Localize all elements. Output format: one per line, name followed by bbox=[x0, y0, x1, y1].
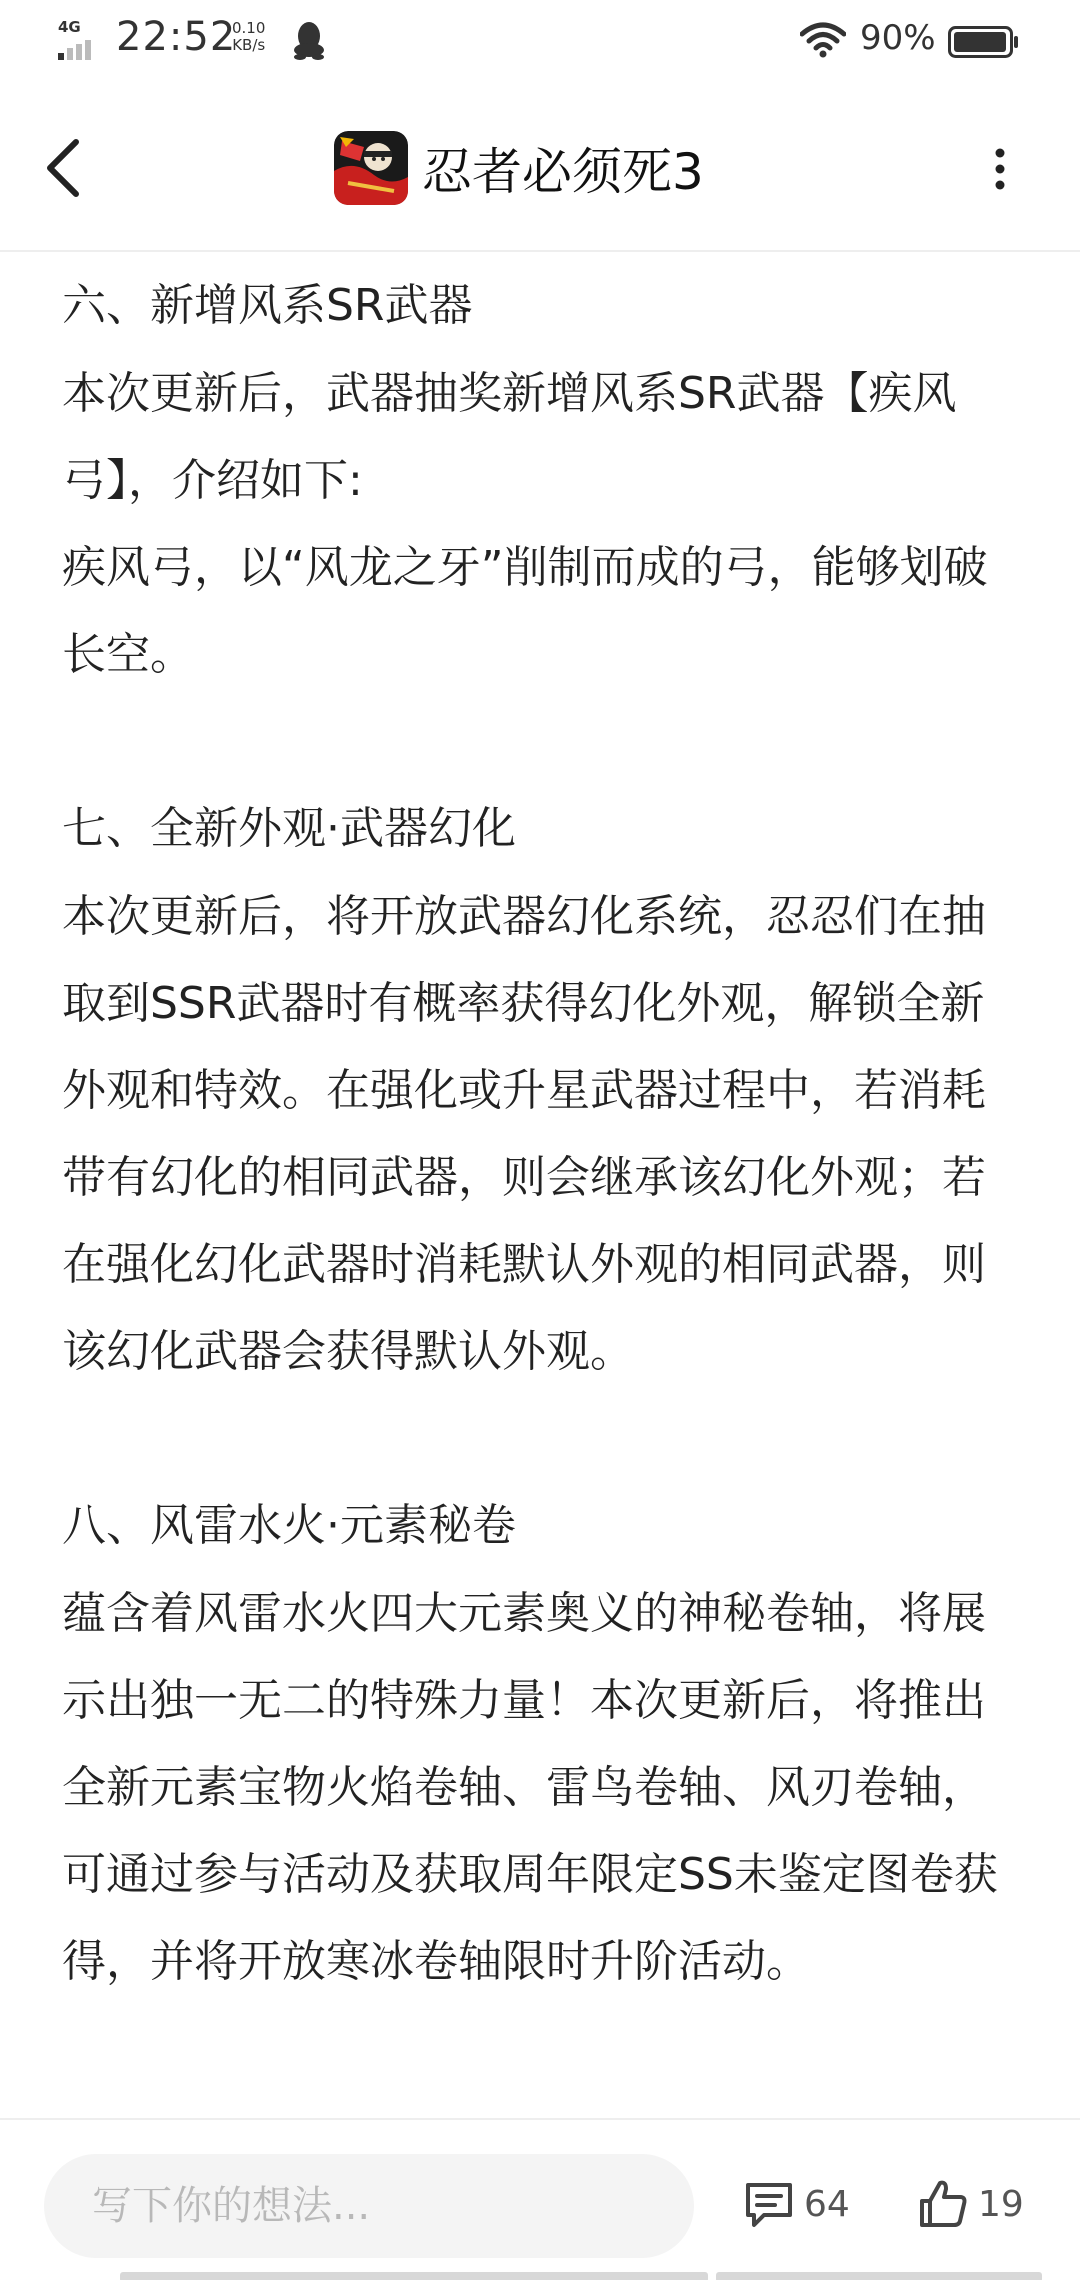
battery-icon bbox=[948, 26, 1020, 58]
signal-indicator bbox=[58, 20, 106, 60]
section-heading: 六、新增风系SR武器 bbox=[62, 280, 473, 331]
article-body bbox=[62, 252, 1022, 2005]
page-title: 忍者必须死3 bbox=[422, 143, 704, 201]
signal-bars-icon bbox=[58, 38, 102, 60]
section-heading: 七、全新外观·武器幻化 bbox=[62, 803, 516, 854]
article-content[interactable] bbox=[0, 252, 1080, 2118]
comment-count: 64 bbox=[804, 2183, 850, 2225]
status-time: 22:52 bbox=[116, 14, 237, 60]
article-section bbox=[62, 1482, 1022, 2005]
section-spacer bbox=[62, 698, 1022, 785]
comment-input[interactable] bbox=[44, 2154, 694, 2258]
section-spacer bbox=[62, 1395, 1022, 1482]
thumbs-up-icon bbox=[916, 2177, 970, 2231]
battery-percent: 90% bbox=[860, 18, 936, 58]
chevron-left-icon[interactable] bbox=[40, 136, 90, 200]
bottom-action-bar bbox=[0, 2118, 1080, 2280]
network-type-label: 4G bbox=[58, 18, 81, 36]
section-paragraph: 蕴含着风雷水火四大元素奥义的神秘卷轴，将展示出独一无二的特殊力量！本次更新后，将推出全新元素宝物火焰卷轴、雷鸟卷轴、风刃卷轴，可通过参与活动及获取周年限定SS未鉴定图卷获得，并将开放寒冰卷轴限时升阶活动。 bbox=[62, 1588, 998, 1987]
like-count: 19 bbox=[978, 2183, 1024, 2225]
more-vertical-icon[interactable] bbox=[982, 144, 1018, 194]
network-speed-unit: KB/s bbox=[232, 36, 266, 54]
article-section bbox=[62, 262, 1022, 698]
network-speed bbox=[232, 20, 265, 54]
section-paragraph: 疾风弓，以“风龙之牙”削制而成的弓，能够划破长空。 bbox=[62, 542, 988, 680]
gesture-bar bbox=[370, 2272, 708, 2280]
page-title-group bbox=[334, 126, 704, 210]
section-paragraph: 本次更新后，将开放武器幻化系统，忍忍们在抽取到SSR武器时有概率获得幻化外观，解锁全新外观和特效。在强化或升星武器过程中，若消耗带有幻化的相同武器，则会继承该幻化外观；若在强化幻化武器时消耗默认外观的相同武器，则该幻化武器会获得默认外观。 bbox=[62, 891, 986, 1377]
section-paragraph: 本次更新后，武器抽奖新增风系SR武器【疾风弓】，介绍如下: bbox=[62, 368, 957, 506]
comment-bubble-icon bbox=[742, 2177, 796, 2231]
section-heading: 八、风雷水火·元素秘卷 bbox=[62, 1500, 516, 1551]
status-bar bbox=[0, 0, 1080, 84]
wifi-icon bbox=[800, 22, 846, 58]
comments-button[interactable] bbox=[742, 2172, 850, 2236]
gesture-bar bbox=[716, 2272, 1042, 2280]
top-nav-bar bbox=[0, 84, 1080, 252]
qq-penguin-icon bbox=[292, 20, 326, 60]
network-speed-value: 0.10 bbox=[232, 19, 266, 37]
article-section bbox=[62, 785, 1022, 1395]
game-logo-icon bbox=[334, 131, 408, 205]
like-button[interactable] bbox=[916, 2172, 1024, 2236]
